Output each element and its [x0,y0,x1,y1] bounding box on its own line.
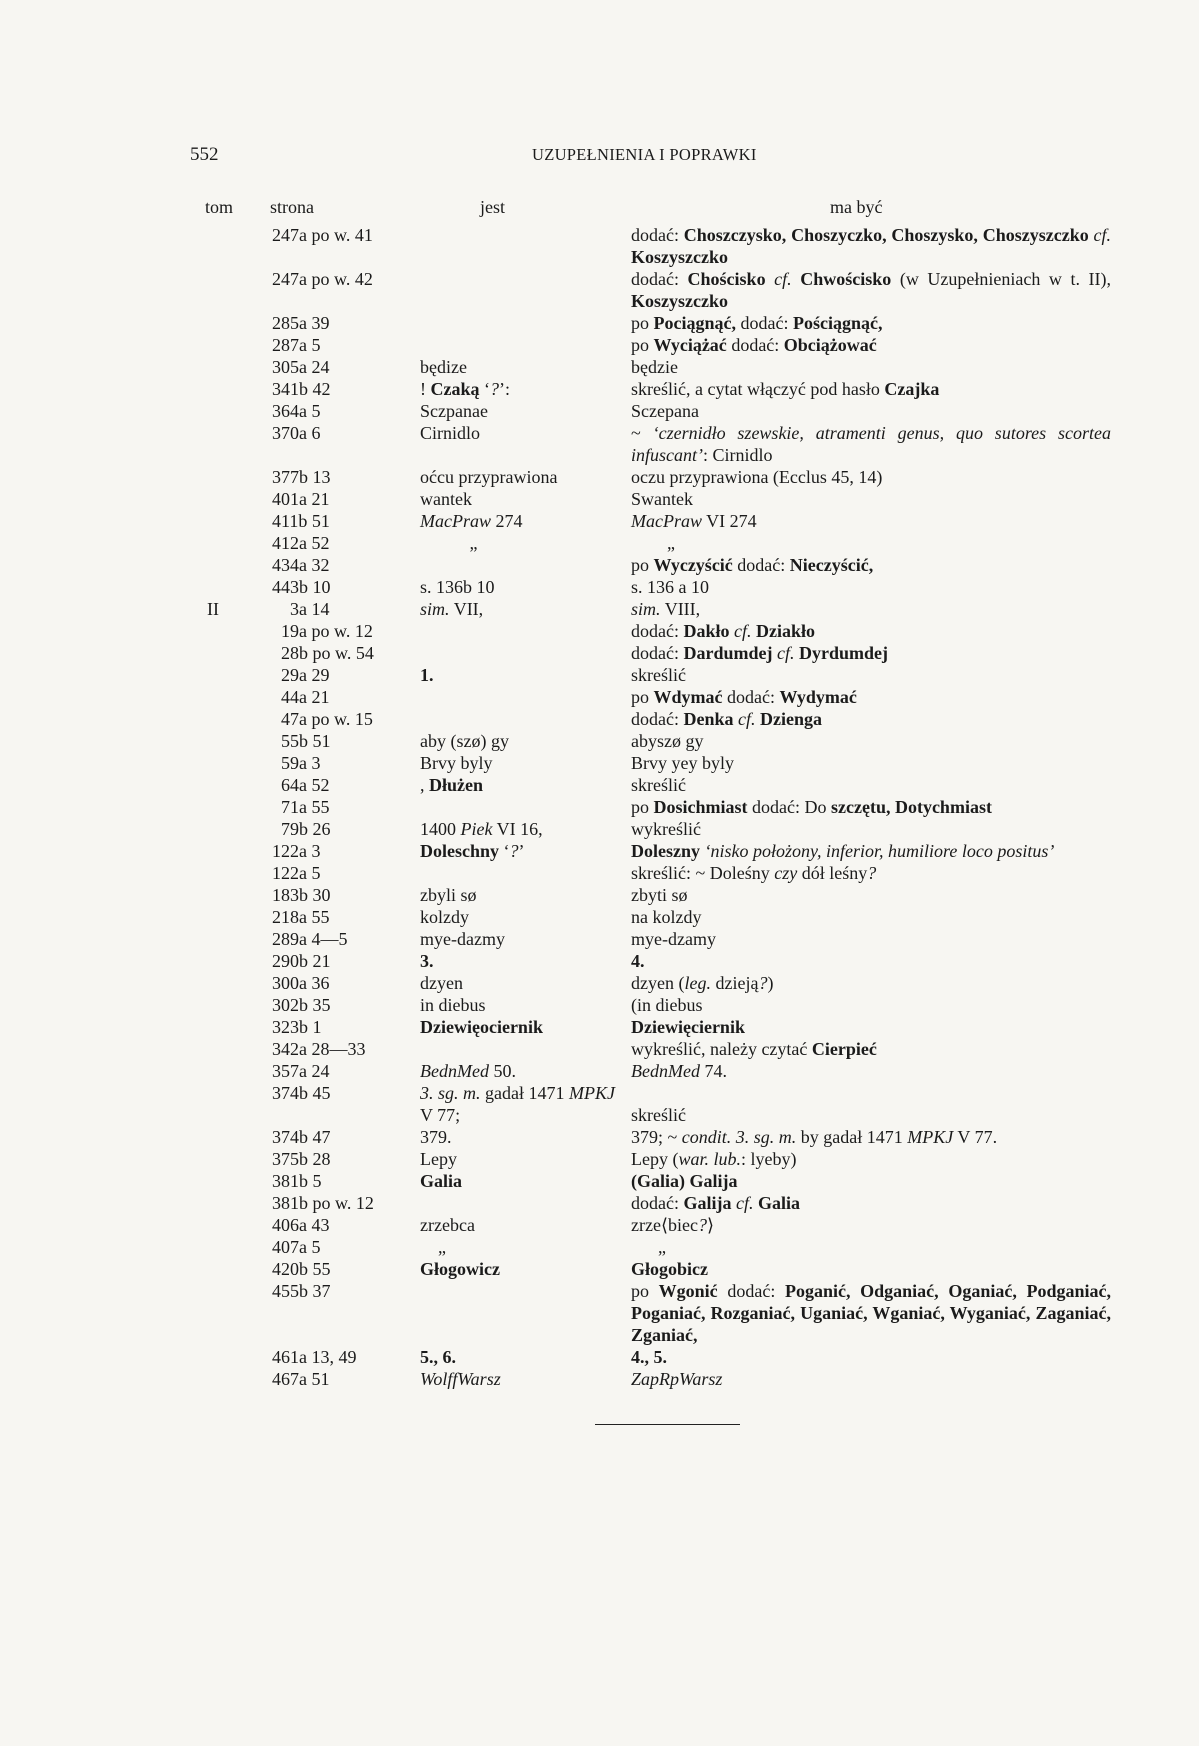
cell-ma-byc: „ [631,533,675,553]
cell-strona: 29a 29 [272,665,330,685]
errata-row [0,488,1199,510]
cell-strona: 302b 35 [272,995,331,1015]
cell-strona: 55b 51 [272,731,331,751]
cell-ma-byc: wykreślić, należy czytać Cierpieć [631,1039,877,1059]
errata-row [0,752,1199,774]
errata-row [0,972,1199,994]
cell-ma-byc: oczu przyprawiona (Ecclus 45, 14) [631,467,883,487]
cell-strona: 59a 3 [272,753,321,773]
cell-strona: 374b 45 [272,1083,331,1103]
errata-row [0,994,1199,1016]
cell-ma-byc: (in diebus [631,995,703,1015]
cell-jest: 3. sg. m. gadał 1471 MPKJ V 77; [420,1083,615,1125]
cell-ma-byc: MacPraw VI 274 [631,511,757,531]
cell-jest: mye-dazmy [420,929,505,949]
cell-strona: 434a 32 [272,555,330,575]
cell-jest: Dziewięociernik [420,1017,543,1037]
page-number: 552 [190,144,219,165]
cell-strona: 323b 1 [272,1017,322,1037]
errata-row [0,862,1199,884]
cell-ma-byc: dzyen (leg. dzieją?) [631,973,774,993]
cell-ma-byc: Sczepana [631,401,699,421]
errata-row [0,356,1199,378]
errata-row [0,1280,1199,1346]
cell-ma-byc: (Galia) Galija [631,1171,738,1191]
errata-row [0,1126,1199,1148]
cell-jest: zrzebca [420,1215,475,1235]
cell-ma-byc: wykreślić [631,819,701,839]
errata-row [0,1368,1199,1390]
errata-row [0,708,1199,730]
cell-jest: Galia [420,1171,463,1191]
cell-strona: 122a 5 [272,863,321,883]
cell-strona: 122a 3 [272,841,321,861]
column-header-tom: tom [205,197,234,217]
errata-row [0,598,1199,620]
cell-ma-byc: zbyti sø [631,885,688,905]
cell-ma-byc: 4., 5. [631,1347,667,1367]
cell-ma-byc: po Wyczyścić dodać: Nieczyścić, [631,555,874,575]
cell-tom: II [207,599,219,619]
cell-ma-byc: Brvy yey byly [631,753,734,773]
errata-row [0,1192,1199,1214]
cell-jest: in diebus [420,995,486,1015]
errata-row [0,1258,1199,1280]
cell-ma-byc: zrze⟨biec?⟩ [631,1215,714,1235]
cell-ma-byc: po Wgonić dodać: Poganić, Odganiać, Oganiać, Podganiać, Poganiać, Rozganiać, Uganiać, Wganiać, Wyganiać, Zaganiać, Zganiać, [631,1281,1112,1345]
cell-strona: 357a 24 [272,1061,330,1081]
cell-jest: kolzdy [420,907,469,927]
cell-ma-byc: ZapRpWarsz [631,1369,723,1389]
errata-row [0,818,1199,840]
cell-ma-byc: dodać: Galija cf. Galia [631,1193,800,1213]
cell-strona: 420b 55 [272,1259,331,1279]
cell-strona: 407a 5 [272,1237,321,1257]
cell-ma-byc: po Wyciążać dodać: Obciążować [631,335,877,355]
cell-strona: 364a 5 [272,401,321,421]
errata-row [0,422,1199,466]
cell-strona: 218a 55 [272,907,330,927]
cell-strona: 374b 47 [272,1127,331,1147]
cell-strona: 461a 13, 49 [272,1347,357,1367]
cell-ma-byc: na kolzdy [631,907,702,927]
cell-jest: BednMed 50. [420,1061,516,1081]
cell-jest: sim. VII, [420,599,484,619]
cell-ma-byc: „ [631,1237,666,1257]
cell-jest: „ [420,1237,446,1257]
cell-ma-byc: skreślić [631,1105,686,1125]
cell-strona: 183b 30 [272,885,331,905]
errata-row [0,1016,1199,1038]
running-title: UZUPEŁNIENIA I POPRAWKI [532,145,757,164]
errata-row [0,642,1199,664]
cell-jest: Głogowicz [420,1259,500,1279]
cell-jest: 1. [420,665,434,685]
errata-row [0,532,1199,554]
errata-row [0,224,1199,268]
cell-ma-byc: będzie [631,357,678,377]
cell-jest: będize [420,357,467,377]
cell-strona: 411b 51 [272,511,330,531]
cell-jest: MacPraw 274 [420,511,523,531]
errata-row [0,1214,1199,1236]
cell-strona: 3a 14 [272,599,330,619]
errata-row [0,1170,1199,1192]
cell-jest: 3. [420,951,434,971]
errata-row [0,466,1199,488]
cell-strona: 443b 10 [272,577,331,597]
cell-ma-byc: skreślić [631,665,686,685]
errata-row [0,378,1199,400]
column-header-strona: strona [270,197,314,217]
column-header-ma-byc: ma być [830,197,883,217]
cell-jest: 1400 Piek VI 16, [420,819,543,839]
cell-strona: 370a 6 [272,423,321,443]
errata-row [0,884,1199,906]
cell-strona: 19a po w. 12 [272,621,373,641]
cell-jest: Lepy [420,1149,457,1169]
cell-ma-byc: Lepy (war. lub.: lyeby) [631,1149,797,1169]
cell-strona: 341b 42 [272,379,331,399]
cell-strona: 285a 39 [272,313,330,333]
errata-row [0,664,1199,686]
cell-strona: 300a 36 [272,973,330,993]
cell-jest: wantek [420,489,472,509]
cell-strona: 290b 21 [272,951,331,971]
cell-ma-byc: 4. [631,951,645,971]
cell-ma-byc: s. 136 a 10 [631,577,709,597]
cell-jest: oćcu przyprawiona [420,467,558,487]
cell-strona: 377b 13 [272,467,331,487]
cell-ma-byc: 379; ~ condit. 3. sg. m. by gadał 1471 MPKJ V 77. [631,1127,998,1147]
cell-ma-byc: Dziewięciernik [631,1017,745,1037]
errata-row [0,510,1199,532]
end-rule [595,1424,740,1425]
cell-ma-byc: mye-dzamy [631,929,716,949]
cell-ma-byc: dodać: Chościsko cf. Chwościsko (w Uzupełnieniach w t. II), Koszyszczko [631,269,1112,311]
cell-strona: 289a 4—5 [272,929,348,949]
errata-table [0,224,1199,1390]
cell-strona: 71a 55 [272,797,330,817]
errata-row [0,268,1199,312]
errata-row [0,796,1199,818]
cell-jest: zbyli sø [420,885,477,905]
cell-strona: 79b 26 [272,819,331,839]
cell-jest: aby (szø) gy [420,731,509,751]
cell-ma-byc: po Pociągnąć, dodać: Pościągnąć, [631,313,883,333]
cell-ma-byc: Swantek [631,489,693,509]
cell-ma-byc: dodać: Dardumdej cf. Dyrdumdej [631,643,888,663]
cell-strona: 381b 5 [272,1171,322,1191]
cell-jest: ! Czaką ‘?’: [420,379,510,399]
errata-row [0,554,1199,576]
cell-jest: Sczpanae [420,401,488,421]
cell-ma-byc: skreślić: ~ Doleśny czy dół leśny? [631,863,877,883]
errata-row [0,312,1199,334]
errata-row [0,1060,1199,1082]
cell-strona: 375b 28 [272,1149,331,1169]
cell-strona: 47a po w. 15 [272,709,373,729]
cell-jest: Doleschny ‘?’ [420,841,525,861]
cell-strona: 247a po w. 41 [272,225,373,245]
cell-strona: 406a 43 [272,1215,330,1235]
cell-strona: 305a 24 [272,357,330,377]
cell-strona: 401a 21 [272,489,330,509]
cell-jest: Cirnidlo [420,423,481,443]
errata-row [0,840,1199,862]
cell-ma-byc: skreślić, a cytat włączyć pod hasło Czajka [631,379,940,399]
cell-strona: 287a 5 [272,335,321,355]
column-header-jest: jest [480,197,505,217]
cell-jest: dzyen [420,973,463,993]
cell-jest: „ [420,533,478,553]
cell-ma-byc: skreślić [631,775,686,795]
errata-row [0,1082,1199,1126]
cell-jest: 379. [420,1127,452,1147]
cell-jest: WolffWarsz [420,1369,501,1389]
errata-row [0,576,1199,598]
errata-row [0,906,1199,928]
cell-strona: 64a 52 [272,775,330,795]
cell-strona: 455b 37 [272,1281,331,1301]
cell-jest: 5., 6. [420,1347,456,1367]
errata-row [0,686,1199,708]
cell-strona: 247a po w. 42 [272,269,373,289]
errata-row [0,774,1199,796]
cell-ma-byc: dodać: Dakło cf. Dziakło [631,621,816,641]
cell-ma-byc: dodać: Denka cf. Dzienga [631,709,822,729]
errata-row [0,1346,1199,1368]
cell-jest: , Dłużen [420,775,483,795]
errata-row [0,950,1199,972]
errata-row [0,928,1199,950]
cell-ma-byc: Doleszny ‘nisko położony, inferior, humiliore loco positus’ [631,841,1055,861]
cell-ma-byc: abyszø gy [631,731,704,751]
cell-strona: 44a 21 [272,687,330,707]
cell-strona: 342a 28—33 [272,1039,366,1059]
cell-strona: 28b po w. 54 [272,643,374,663]
cell-strona: 467a 51 [272,1369,330,1389]
cell-ma-byc: dodać: Choszczysko, Choszyczko, Choszysko, Choszyszczko cf. Koszyszczko [631,225,1112,267]
errata-row [0,730,1199,752]
errata-row [0,1236,1199,1258]
cell-ma-byc: Głogobicz [631,1259,708,1279]
errata-row [0,1148,1199,1170]
errata-row [0,620,1199,642]
cell-ma-byc: BednMed 74. [631,1061,727,1081]
cell-jest: s. 136b 10 [420,577,495,597]
errata-row [0,400,1199,422]
errata-row [0,1038,1199,1060]
cell-ma-byc: sim. VIII, [631,599,701,619]
cell-ma-byc: po Dosichmiast dodać: Do szczętu, Dotychmiast [631,797,992,817]
errata-row [0,334,1199,356]
cell-jest: Brvy byly [420,753,493,773]
cell-ma-byc: ~ ‘czernidło szewskie, atramenti genus, quo sutores scortea infuscant’: Cirnidlo [631,423,1111,465]
cell-strona: 381b po w. 12 [272,1193,374,1213]
cell-ma-byc: po Wdymać dodać: Wydymać [631,687,857,707]
cell-strona: 412a 52 [272,533,330,553]
